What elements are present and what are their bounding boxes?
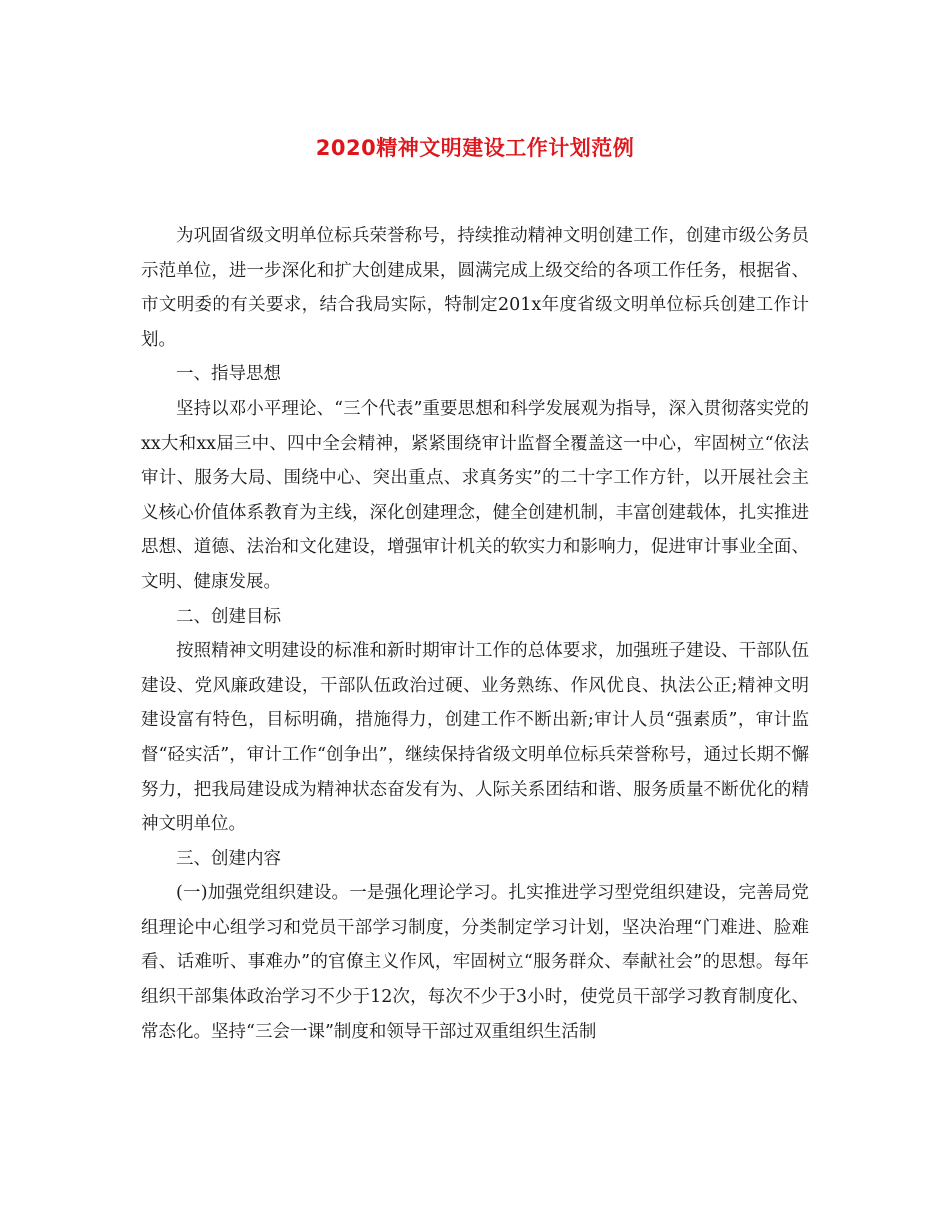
section-heading-goals: 二、创建目标 [176,606,281,627]
intro-paragraph: 为巩固省级文明单位标兵荣誉称号，持续推动精神文明创建工作，创建市级公务员示范单位，进一步深化和扩大创建成果，圆满完成上级交给的各项工作任务，根据省、市文明委的有关要求，结合我局实际，特制定201x年度省级文明单位标兵创建工作计划。 [141,226,809,350]
document-body [141,219,809,1049]
guiding-thought-paragraph: 坚持以邓小平理论、“三个代表”重要思想和科学发展观为指导，深入贯彻落实党的xx大和xx届三中、四中全会精神，紧紧围绕审计监督全覆盖这一中心，牢固树立“依法审计、服务大局、围绕中心、突出重点、求真务实”的二十字工作方针，以开展社会主义核心价值体系教育为主线，深化创建理念，健全创建机制，丰富创建载体，扎实推进思想、道德、法治和文化建设，增强审计机关的软实力和影响力，促进审计事业全面、文明、健康发展。 [141,398,809,592]
content-paragraph: (一)加强党组织建设。一是强化理论学习。扎实推进学习型党组织建设，完善局党组理论中心组学习和党员干部学习制度，分类制定学习计划，坚决治理“门难进、脸难看、话难听、事难办”的官僚主义作风，牢固树立“服务群众、奉献社会”的思想。每年组织干部集体政治学习不少于12次，每次不少于3小时，使党员干部学习教育制度化、常态化。坚持“三会一课”制度和领导干部过双重组织生活制 [141,883,809,1042]
document-title: 2020精神文明建设工作计划范例 [315,136,635,160]
section-heading-content: 三、创建内容 [176,848,281,869]
section-heading-guiding-thought: 一、指导思想 [176,364,281,385]
goals-paragraph: 按照精神文明建设的标准和新时期审计工作的总体要求，加强班子建设、干部队伍建设、党风廉政建设，干部队伍政治过硬、业务熟练、作风优良、执法公正;精神文明建设富有特色，目标明确，措施得力，创建工作不断出新;审计人员“强素质”，审计监督“硁实活”，审计工作“创争出”，继续保持省级文明单位标兵荣誉称号，通过长期不懈努力，把我局建设成为精神状态奋发有为、人际关系团结和谐、服务质量不断优化的精神文明单位。 [141,641,809,835]
